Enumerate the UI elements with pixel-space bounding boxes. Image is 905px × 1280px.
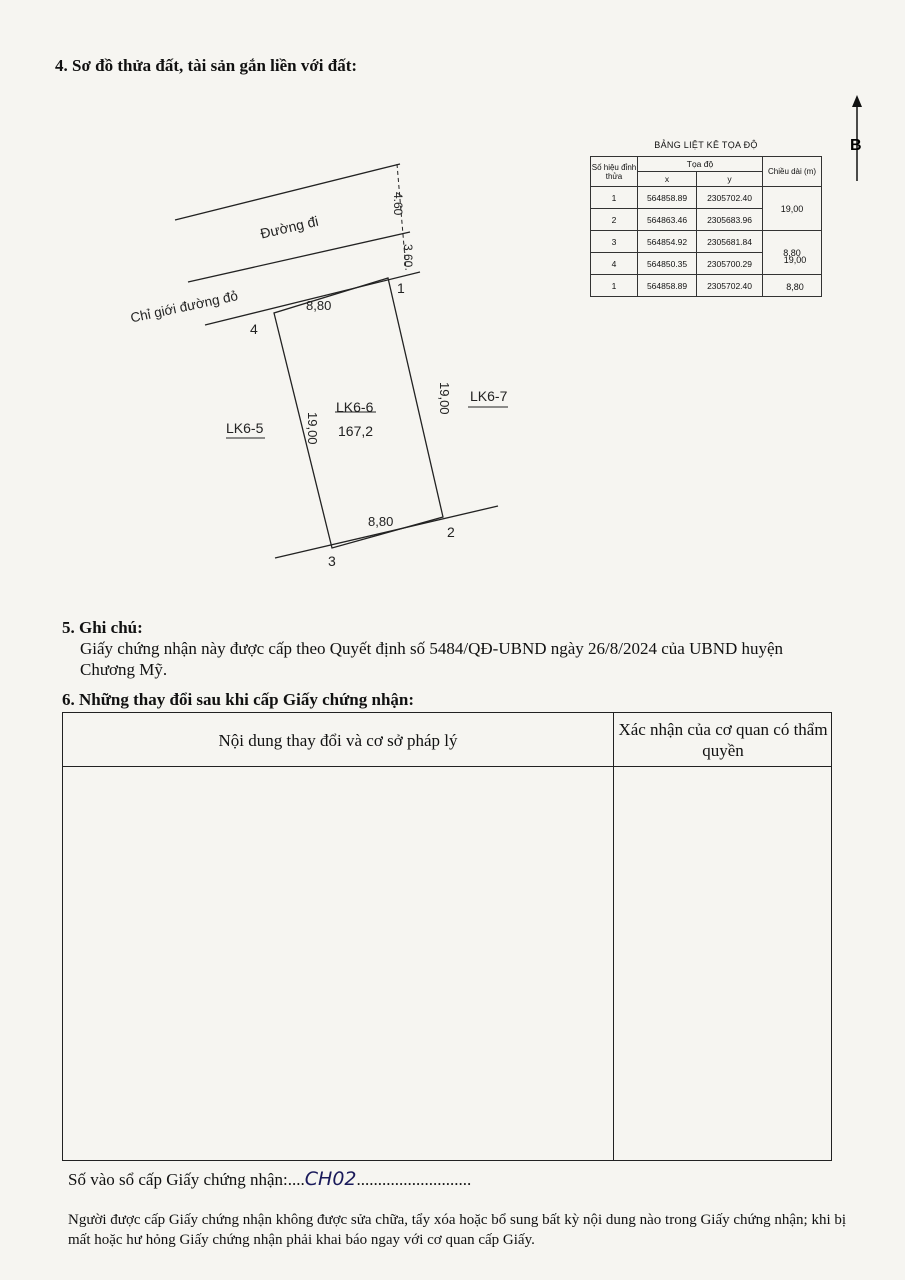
vertex-3-label: 3 [328, 553, 336, 569]
parcel-area-label: 167,2 [338, 423, 374, 439]
registry-label: Số vào sổ cấp Giấy chứng nhận: [68, 1170, 288, 1189]
left-edge-label: 19,00 [305, 412, 320, 445]
section-5-note: Giấy chứng nhận này được cấp theo Quyết định số 5484/QĐ-UBND ngày 26/8/2024 của UBND huyện Chương Mỹ. [80, 639, 784, 679]
cell-y: 2305702.40 [697, 275, 763, 297]
cell-y: 2305700.29 [697, 253, 763, 275]
section-4-title: 4. Sơ đồ thửa đất, tài sản gắn liền với đất: [55, 56, 358, 75]
registry-leader: .... [287, 1170, 305, 1189]
changes-table [62, 712, 832, 1161]
header-vertex: Số hiệu đỉnh thửa [591, 157, 638, 187]
registry-line [68, 1168, 471, 1190]
cell-id: 1 [591, 275, 638, 297]
setback-width-label: 3.60 [401, 244, 415, 268]
vertex-4-label: 4 [250, 321, 258, 337]
changes-col-content: Nội dung thay đổi và cơ sở pháp lý [218, 731, 458, 750]
cell-x: 564850.35 [638, 253, 697, 275]
footer-warning: Người được cấp Giấy chứng nhận không được sửa chữa, tẩy xóa hoặc bổ sung bất kỳ nội dung nào trong Giấy chứng nhận; khi bị mất hoặc hư hỏng Giấy chứng nhận phải khai báo ngay với cơ quan cấp Giấy. [68, 1212, 847, 1248]
header-coord: Tọa độ [638, 157, 763, 172]
top-edge-label: 8,80 [306, 298, 332, 313]
coordinate-table [590, 156, 822, 297]
cell-x: 564863.46 [638, 209, 697, 231]
cell-x: 564858.89 [638, 275, 697, 297]
cell-id: 2 [591, 209, 638, 231]
table-row [591, 187, 822, 209]
coordinate-table-title: BẢNG LIỆT KÊ TỌA ĐỘ [654, 140, 758, 150]
north-label: B [850, 137, 862, 154]
cell-id: 1 [591, 187, 638, 209]
header-length: Chiều dài (m) [763, 157, 822, 187]
header-y: y [697, 172, 763, 187]
registry-trailer: ........................... [356, 1170, 472, 1189]
coordinate-table-block [590, 140, 822, 297]
left-neighbor-label: LK6-5 [226, 420, 264, 436]
table-row [591, 231, 822, 253]
boundary-label: Chỉ giới đường đỏ [129, 288, 240, 326]
right-neighbor-label: LK6-7 [470, 388, 508, 404]
section-5-title: 5. Ghi chú: [62, 618, 143, 637]
vertex-1-label: 1 [397, 280, 405, 296]
registry-value: CH02 [304, 1168, 357, 1190]
length-label-3: 19,00 [783, 255, 807, 265]
road-top-line [175, 164, 400, 220]
column-divider [613, 713, 614, 1160]
cell-id: 4 [591, 253, 638, 275]
north-arrow-icon [842, 95, 872, 185]
road-bottom-line [188, 232, 410, 282]
parcel-id-label: LK6-6 [336, 399, 374, 415]
changes-col-approval: Xác nhận của cơ quan có thẩm quyền [618, 720, 828, 760]
cell-length: 8,80 [763, 231, 822, 275]
bottom-edge-label: 8,80 [368, 514, 394, 529]
length-label-4: 8,80 [786, 282, 804, 292]
cell-y: 2305681.84 [697, 231, 763, 253]
section-6-title: 6. Những thay đổi sau khi cấp Giấy chứng nhận: [62, 690, 415, 709]
cell-length: 19,00 [763, 187, 822, 231]
cell-id: 3 [591, 231, 638, 253]
cell-x: 564854.92 [638, 231, 697, 253]
cell-y: 2305702.40 [697, 187, 763, 209]
right-edge-label: 19,00 [437, 382, 452, 415]
cell-x: 564858.89 [638, 187, 697, 209]
vertex-2-label: 2 [447, 524, 455, 540]
header-x: x [638, 172, 697, 187]
header-divider [63, 766, 831, 767]
parcel-map [110, 150, 540, 590]
road-width-label: 4.60 [391, 192, 405, 216]
cell-y: 2305683.96 [697, 209, 763, 231]
road-label: Đường đi [258, 212, 320, 242]
